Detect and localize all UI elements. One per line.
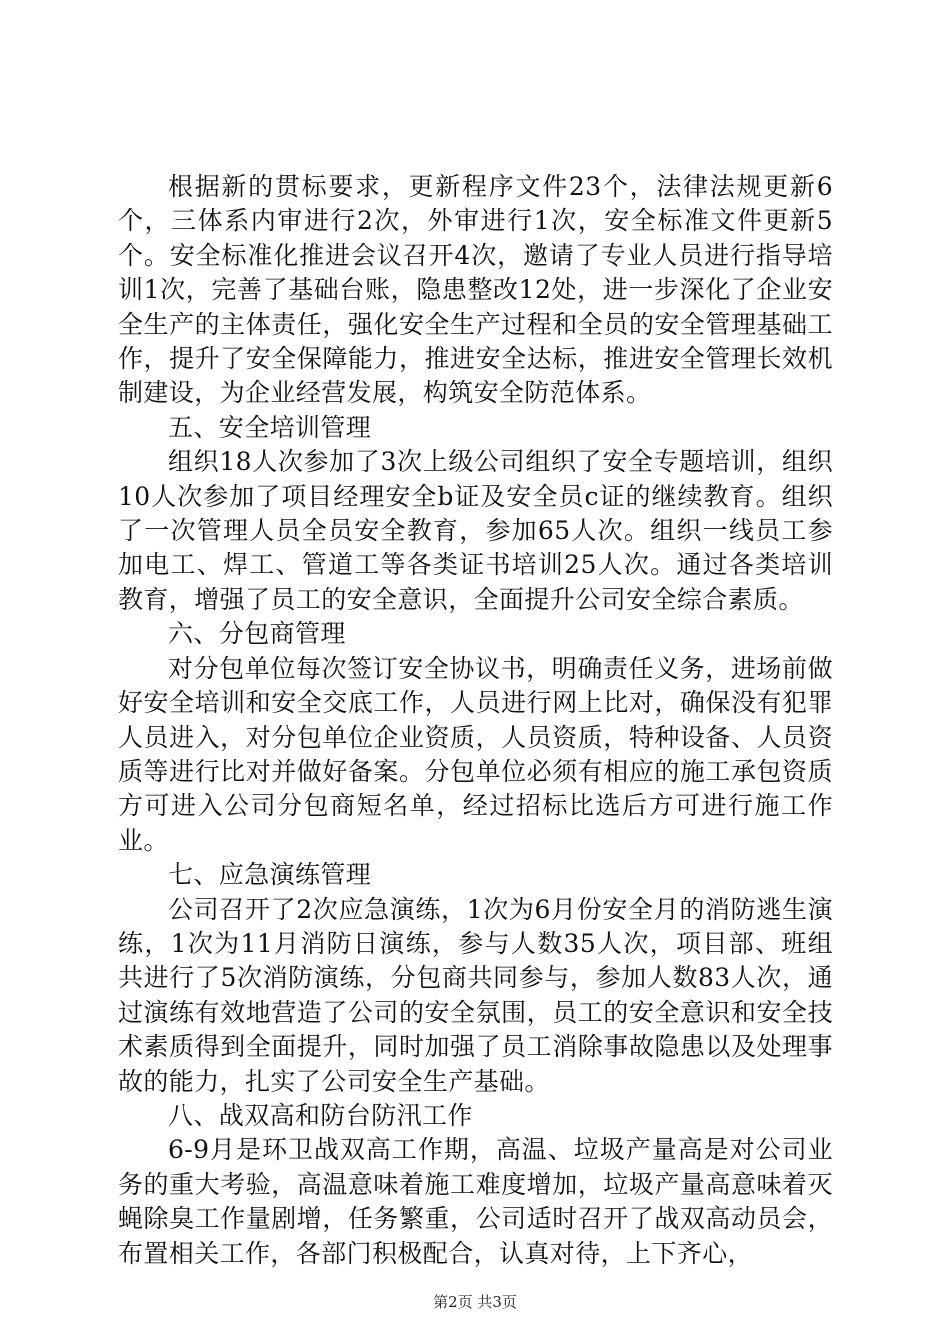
heading-subcontractor-management: 六、分包商管理 <box>168 619 346 649</box>
page-footer: 第2页 共3页 <box>433 1293 517 1311</box>
paragraph-standards-update: 根据新的贯标要求，更新程序文件23个，法律法规更新6个，三体系内审进行2次，外审进行1次，安全标准文件更新5个。安全标准化推进会议召开4次，邀请了专业人员进行指导培训1次，完善了基础台账，隐患整改12处，进一步深化了企业安全生产的主体责任，强化安全生产过程和全员的安全管理基础工作，提升了安全保障能力，推进安全达标，推进安全管理长效机制建设，为企业经营发展，构筑安全防范体系。 <box>118 172 833 408</box>
heading-safety-training: 五、安全培训管理 <box>168 412 372 442</box>
heading-dual-high-flood-prevention: 八、战双高和防台防汛工作 <box>168 1100 473 1130</box>
paragraph-dual-high-flood-prevention: 6-9月是环卫战双高工作期，高温、垃圾产量高是对公司业务的重大考验，高温意味着施工难度增加，垃圾产量高意味着灭蝇除臭工作量剧增，任务繁重，公司适时召开了战双高动员会，布置相关工作，各部门积极配合，认真对待，上下齐心， <box>118 1135 833 1268</box>
paragraph-subcontractor-management: 对分包单位每次签订安全协议书，明确责任义务，进场前做好安全培训和安全交底工作，人员进行网上比对，确保没有犯罪人员进入，对分包单位企业资质，人员资质，特种设备、人员资质等进行比对并做好备案。分包单位必须有相应的施工承包资质方可进入公司分包商短名单，经过招标比选后方可进行施工作业。 <box>118 653 833 855</box>
heading-emergency-drill: 七、应急演练管理 <box>168 860 372 890</box>
paragraph-safety-training: 组织18人次参加了3次上级公司组织了安全专题培训，组织10人次参加了项目经理安全b证及安全员c证的继续教育。组织了一次管理人员全员安全教育，参加65人次。组织一线员工参加电工、焊工、管道工等各类证书培训25人次。通过各类培训教育，增强了员工的安全意识，全面提升公司安全综合素质。 <box>118 447 833 614</box>
document-body <box>118 170 833 1271</box>
paragraph-emergency-drill: 公司召开了2次应急演练，1次为6月份安全月的消防逃生演练，1次为11月消防日演练，参与人数35人次，项目部、班组共进行了5次消防演练，分包商共同参与，参加人数83人次，通过演练有效地营造了公司的安全氛围，员工的安全意识和安全技术素质得到全面提升，同时加强了员工消除事故隐患以及处理事故的能力，扎实了公司安全生产基础。 <box>118 894 833 1096</box>
